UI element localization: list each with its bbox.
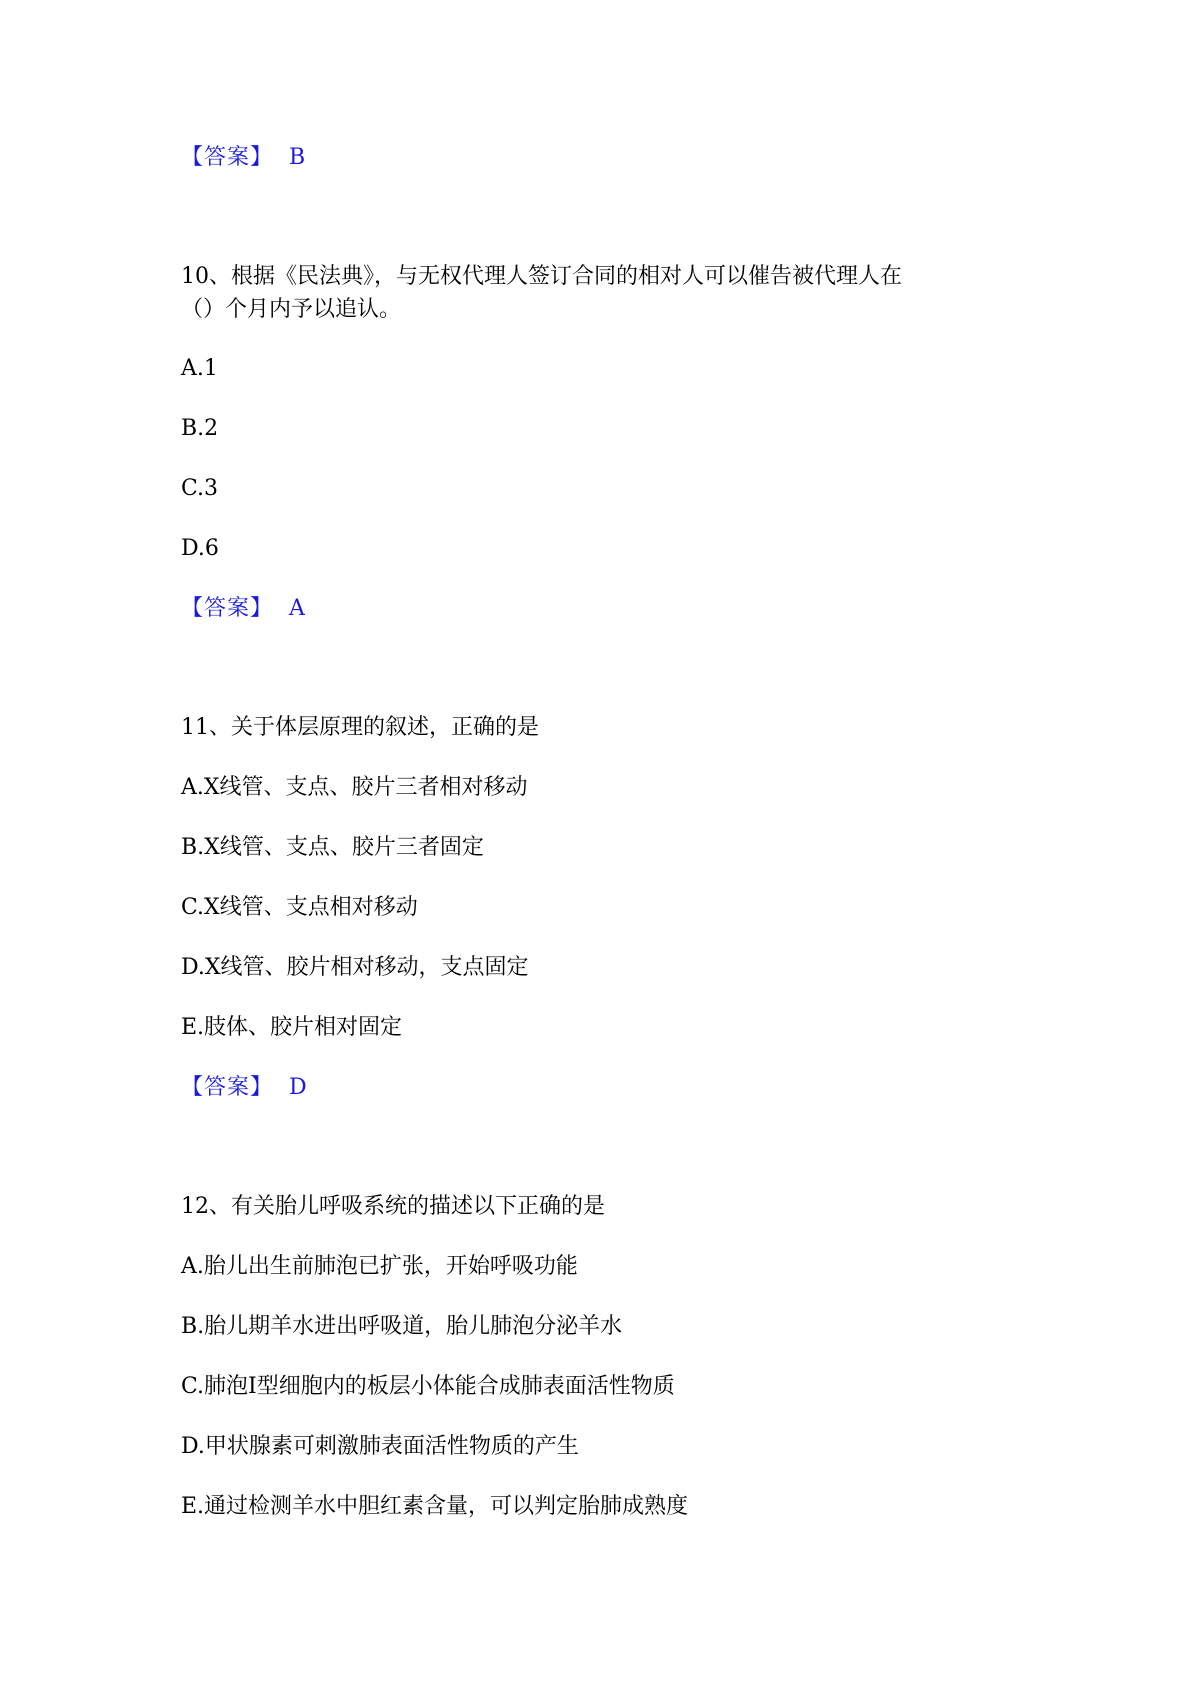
answer-value: B xyxy=(289,145,306,170)
question-12-option-a: A.胎儿出生前肺泡已扩张，开始呼吸功能 xyxy=(181,1254,578,1279)
question-10-option-a: A.1 xyxy=(181,356,218,381)
answer-label: 【答案】 xyxy=(181,596,274,621)
question-12-option-b: B.胎儿期羊水进出呼吸道，胎儿肺泡分泌羊水 xyxy=(181,1314,623,1339)
question-11-option-d: D.X线管、胶片相对移动，支点固定 xyxy=(181,955,529,980)
question-12-option-d: D.甲状腺素可刺激肺表面活性物质的产生 xyxy=(181,1434,579,1459)
question-12-stem: 12、有关胎儿呼吸系统的描述以下正确的是 xyxy=(181,1194,605,1219)
question-12-option-c: C.肺泡Ⅰ型细胞内的板层小体能合成肺表面活性物质 xyxy=(181,1374,675,1399)
question-12-option-e: E.通过检测羊水中胆红素含量，可以判定胎肺成熟度 xyxy=(181,1494,689,1519)
question-11-option-e: E.肢体、胶片相对固定 xyxy=(181,1015,403,1040)
question-11-option-b: B.X线管、支点、胶片三者固定 xyxy=(181,835,484,860)
answer-9 xyxy=(181,143,305,173)
answer-11 xyxy=(181,1073,307,1103)
answer-label: 【答案】 xyxy=(181,145,274,170)
answer-value: A xyxy=(289,596,305,621)
question-11-option-a: A.X线管、支点、胶片三者相对移动 xyxy=(181,775,528,800)
question-10-stem-line-2: （）个月内予以追认。 xyxy=(181,297,402,322)
question-10-option-b: B.2 xyxy=(181,416,219,441)
answer-10 xyxy=(181,594,305,624)
answer-value: D xyxy=(289,1075,307,1100)
answer-label: 【答案】 xyxy=(181,1075,274,1100)
question-10-stem-line-1: 10、根据《民法典》，与无权代理人签订合同的相对人可以催告被代理人在 xyxy=(181,264,902,289)
question-11-stem: 11、关于体层原理的叙述，正确的是 xyxy=(181,715,539,740)
question-10-option-d: D.6 xyxy=(181,536,219,561)
question-11-option-c: C.X线管、支点相对移动 xyxy=(181,895,418,920)
question-10-option-c: C.3 xyxy=(181,476,219,501)
